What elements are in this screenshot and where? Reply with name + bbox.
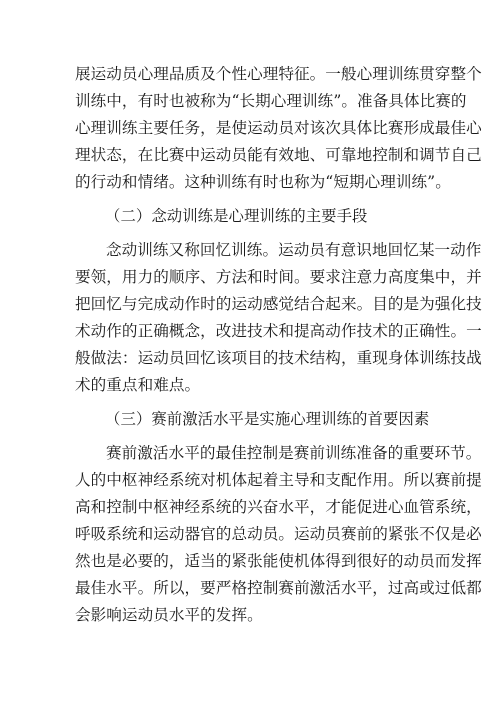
section-heading: （三）赛前激活水平是实施心理训练的首要因素 — [105, 410, 430, 428]
section-heading: （二）念动训练是心理训练的主要手段 — [105, 207, 368, 225]
paragraph-line: 最佳水平。所以，要严格控制赛前激活水平，过高或过低都 — [75, 579, 482, 597]
paragraph-line: 术的重点和难点。 — [75, 376, 201, 394]
paragraph-line: 心理训练主要任务，是使运动员对该次具体比赛形成最佳心 — [75, 119, 482, 137]
paragraph-line: 然也是必要的，适当的紧张能使机体得到很好的动员而发挥 — [75, 552, 482, 570]
paragraph-line: 般做法：运动员回忆该项目的技术结构，重现身体训练技战 — [75, 349, 482, 367]
paragraph-line: 理状态，在比赛中运动员能有效地、可靠地控制和调节自己 — [75, 146, 482, 164]
paragraph-line: 训练中，有时也被称为“长期心理训练”。准备具体比赛的 — [75, 92, 467, 110]
paragraph-line: 人的中枢神经系统对机体起着主导和支配作用。所以赛前提 — [75, 471, 482, 489]
paragraph-line: 赛前激活水平的最佳控制是赛前训练准备的重要环节。 — [106, 444, 482, 462]
paragraph-line: 会影响运动员水平的发挥。 — [75, 606, 263, 624]
paragraph-line: 的行动和情绪。这种训练有时也称为“短期心理训练”。 — [75, 173, 451, 191]
paragraph-line: 要领，用力的顺序、方法和时间。要求注意力高度集中，并 — [75, 268, 482, 286]
paragraph-line: 呼吸系统和运动器官的总动员。运动员赛前的紧张不仅是必 — [75, 525, 482, 543]
paragraph-line: 念动训练又称回忆训练。运动员有意识地回忆某一动作 — [106, 241, 482, 259]
paragraph-line: 把回忆与完成动作时的运动感觉结合起来。目的是为强化技 — [75, 295, 482, 313]
paragraph-line: 高和控制中枢神经系统的兴奋水平，才能促进心血管系统， — [75, 498, 482, 516]
paragraph-line: 术动作的正确概念，改进技术和提高动作技术的正确性。一 — [75, 322, 482, 340]
paragraph-line: 展运动员心理品质及个性心理特征。一般心理训练贯穿整个 — [75, 65, 482, 83]
